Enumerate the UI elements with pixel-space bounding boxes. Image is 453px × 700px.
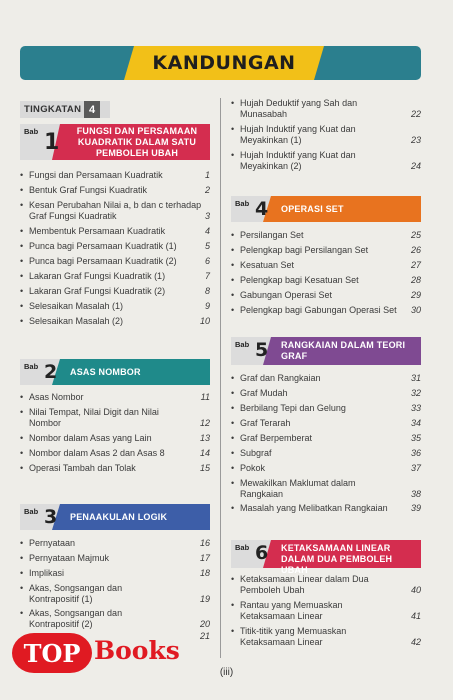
entry-page-number: 2 — [204, 185, 210, 195]
entry-page-number: 42 — [410, 637, 421, 647]
entry-title-line: Operasi Tambah dan Tolak — [29, 463, 136, 473]
entry-title — [29, 256, 177, 267]
entry-title-line: Pernyataan — [29, 538, 76, 548]
entry-page-number: 8 — [204, 286, 210, 296]
chapter-title-line: DALAM DUA PEMBOLEH UBAH — [281, 554, 393, 575]
entry-page-number: 25 — [410, 230, 421, 240]
entry-title-line: Nombor — [29, 418, 62, 428]
entry-page-number: 32 — [410, 388, 421, 398]
entry-page-number: 29 — [410, 290, 421, 300]
entry-page-number: 30 — [410, 305, 421, 315]
entry-title-line: Akas, Songsangan dan — [29, 608, 123, 618]
bullet: • — [231, 403, 235, 413]
entry-page-number: 31 — [410, 373, 421, 383]
chapter-title — [281, 204, 344, 215]
toc-entry[interactable] — [20, 301, 210, 312]
entry-title — [29, 407, 159, 429]
entry-title — [240, 275, 359, 286]
chapter-title — [72, 126, 202, 159]
entry-title-line: Meyakinkan (1) — [240, 135, 302, 145]
entry-title-line: Subgraf — [240, 448, 272, 458]
logo-top: TOP — [12, 633, 92, 673]
entry-title — [29, 316, 123, 327]
entry-title — [240, 150, 356, 172]
entry-title — [29, 433, 152, 444]
chapter-bab-label: Bab — [24, 127, 39, 136]
entry-title-line: Punca bagi Persamaan Kuadratik (2) — [29, 256, 177, 266]
toc-entry[interactable] — [20, 286, 210, 297]
chapter-title — [70, 512, 167, 523]
entry-title-line: Hujah Induktif yang Kuat dan — [240, 150, 356, 160]
chapter-header-3 — [20, 504, 210, 530]
bullet: • — [231, 478, 235, 488]
entry-title — [240, 124, 356, 146]
bullet: • — [231, 245, 235, 255]
entry-title-line: Mewakilkan Maklumat dalam — [240, 478, 356, 488]
toc-entry[interactable] — [231, 305, 421, 316]
entry-title — [29, 583, 122, 605]
bullet: • — [20, 200, 24, 210]
entry-page-number: 34 — [410, 418, 421, 428]
chapter-title-line: ASAS NOMBOR — [70, 367, 141, 377]
toc-entry[interactable] — [231, 388, 421, 399]
entry-title-line: Rangkaian — [240, 489, 284, 499]
entry-title-line: Ketaksamaan Linear dalam Dua — [240, 574, 369, 584]
entry-title-line: Nilai Tempat, Nilai Digit dan Nilai — [29, 407, 159, 417]
toc-entry[interactable] — [20, 538, 210, 549]
toc-entry[interactable] — [231, 275, 421, 286]
toc-entry[interactable] — [20, 226, 210, 237]
toc-entry[interactable] — [231, 418, 421, 429]
entry-page-number: 18 — [199, 568, 210, 578]
entry-title-line: Pelengkap bagi Persilangan Set — [240, 245, 369, 255]
entry-page-number: 23 — [410, 135, 421, 145]
entry-title — [240, 503, 388, 514]
toc-entry[interactable] — [231, 245, 421, 256]
toc-entry[interactable] — [20, 170, 210, 181]
bullet: • — [20, 256, 24, 266]
logo-books: Books — [94, 636, 180, 665]
bullet: • — [231, 373, 235, 383]
entry-title-line: Asas Nombor — [29, 392, 84, 402]
entry-title — [240, 478, 356, 500]
entry-title-line: Graf dan Rangkaian — [240, 373, 321, 383]
bullet: • — [231, 305, 235, 315]
toc-entry[interactable] — [231, 260, 421, 271]
toc-entry[interactable] — [231, 600, 421, 622]
toc-entry[interactable] — [231, 403, 421, 414]
entry-title — [240, 574, 369, 596]
entry-title-line: Kesan Perubahan Nilai a, b dan c terhadap — [29, 200, 202, 210]
entry-title — [240, 230, 304, 241]
chapter-header-1 — [20, 124, 210, 160]
entry-title-line: Hujah Deduktif yang Sah dan — [240, 98, 358, 108]
entry-page-number: 14 — [199, 448, 210, 458]
entry-title — [240, 600, 343, 622]
toc-entry[interactable] — [20, 316, 210, 327]
entry-title — [29, 271, 165, 282]
bullet: • — [231, 418, 235, 428]
entry-title — [29, 301, 123, 312]
entry-title — [29, 286, 165, 297]
bullet: • — [231, 388, 235, 398]
entry-title-line: Selesaikan Masalah (1) — [29, 301, 124, 311]
entry-title — [29, 200, 201, 222]
entry-page-number: 4 — [204, 226, 210, 236]
bullet: • — [20, 226, 24, 236]
chapter-header-6 — [231, 540, 421, 575]
toc-entry[interactable] — [231, 463, 421, 474]
entry-title-line: Kontrapositif (2) — [29, 619, 93, 629]
entry-page-number: 41 — [410, 611, 421, 621]
bullet: • — [231, 600, 235, 610]
bullet: • — [20, 271, 24, 281]
bullet: • — [20, 583, 24, 593]
toc-entry[interactable] — [20, 448, 210, 459]
entry-title-line: Masalah yang Melibatkan Rangkaian — [240, 503, 388, 513]
bullet: • — [231, 124, 235, 134]
chapter-title-line: KETAKSAMAAN LINEAR — [281, 543, 391, 553]
chapter-title-line: RANGKAIAN DALAM TEORI — [281, 340, 406, 350]
bullet: • — [20, 568, 24, 578]
entry-page-number: 12 — [199, 418, 210, 428]
toc-entry[interactable] — [231, 373, 421, 384]
entry-page-number: 7 — [204, 271, 210, 281]
chapter-title-line: KUADRATIK DALAM SATU — [77, 137, 197, 147]
chapter-number: 4 — [255, 198, 269, 220]
entry-title — [29, 185, 147, 196]
entry-title-line: Kontrapositif (1) — [29, 594, 93, 604]
entry-title-line: Akas, Songsangan dan — [29, 583, 123, 593]
toc-entry[interactable] — [231, 478, 421, 500]
entry-page-number: 15 — [199, 463, 210, 473]
entry-title-line: Graf Berpemberat — [240, 433, 313, 443]
toc-entry[interactable] — [231, 98, 421, 120]
bullet: • — [20, 448, 24, 458]
entry-page-number: 16 — [199, 538, 210, 548]
entry-title-line: Pemboleh Ubah — [240, 585, 305, 595]
toc-entry[interactable] — [20, 463, 210, 474]
entry-page-number: 40 — [410, 585, 421, 595]
entry-title — [240, 626, 346, 648]
toc-entry[interactable] — [20, 583, 210, 605]
entry-title — [29, 170, 163, 181]
chapter-title — [70, 367, 141, 378]
chapter-title — [281, 340, 405, 362]
entry-page-number: 24 — [410, 161, 421, 171]
entry-page-number: 36 — [410, 448, 421, 458]
entry-title — [29, 568, 64, 579]
bullet: • — [20, 185, 24, 195]
bullet: • — [20, 241, 24, 251]
tingkatan-label: TINGKATAN — [24, 104, 82, 115]
bullet: • — [231, 463, 235, 473]
entry-title-line: Membentuk Persamaan Kuadratik — [29, 226, 166, 236]
bullet: • — [231, 230, 235, 240]
bullet: • — [231, 433, 235, 443]
entry-page-number: 13 — [199, 433, 210, 443]
bullet: • — [231, 448, 235, 458]
chapter-number: 1 — [44, 130, 60, 155]
entry-title — [240, 448, 272, 459]
toc-entry[interactable] — [20, 200, 210, 222]
entry-title-line: Persilangan Set — [240, 230, 304, 240]
toc-entry[interactable] — [231, 574, 421, 596]
toc-entry[interactable] — [20, 271, 210, 282]
entry-title-line: Implikasi — [29, 568, 65, 578]
entry-page-number: 1 — [204, 170, 210, 180]
page-number: (iii) — [219, 667, 234, 678]
entry-title — [240, 403, 346, 414]
entry-page-number: 17 — [199, 553, 210, 563]
entry-title-line: Ketaksamaan Linear — [240, 611, 323, 621]
entry-title — [240, 290, 332, 301]
chapter-number: 2 — [44, 361, 58, 383]
chapter-bab-label: Bab — [235, 543, 250, 552]
bullet: • — [231, 150, 235, 160]
entry-title — [29, 226, 165, 237]
entry-page-number: 6 — [204, 256, 210, 266]
entry-title — [240, 98, 357, 120]
chapter-bab-label: Bab — [235, 340, 250, 349]
chapter-bab-label: Bab — [24, 507, 39, 516]
entry-page-number: 21 — [199, 631, 210, 641]
entry-title — [240, 305, 397, 316]
entry-title — [29, 538, 75, 549]
chapter-title-line: PENAAKULAN LOGIK — [70, 512, 168, 522]
bullet: • — [231, 275, 235, 285]
toc-entry[interactable] — [20, 185, 210, 196]
entry-title — [29, 463, 136, 474]
entry-page-number: 19 — [199, 594, 210, 604]
entry-title-line: Nombor dalam Asas yang Lain — [29, 433, 152, 443]
chapter-bab-label: Bab — [24, 362, 39, 371]
entry-title-line: Graf Mudah — [240, 388, 288, 398]
toc-entry[interactable] — [231, 503, 421, 514]
bullet: • — [231, 98, 235, 108]
entry-title-line: Rantau yang Memuaskan — [240, 600, 343, 610]
entry-title-line: Munasabah — [240, 109, 288, 119]
toc-entry[interactable] — [20, 568, 210, 579]
entry-title-line: Hujah Induktif yang Kuat dan — [240, 124, 356, 134]
toc-entry[interactable] — [20, 392, 210, 403]
chapter-header-5 — [231, 337, 421, 365]
entry-title — [240, 388, 288, 399]
tingkatan-badge — [20, 101, 110, 118]
entry-title-line: Pelengkap bagi Kesatuan Set — [240, 275, 359, 285]
entry-title-line: Graf Terarah — [240, 418, 291, 428]
entry-page-number: 33 — [410, 403, 421, 413]
entry-title — [240, 245, 368, 256]
bullet: • — [20, 316, 24, 326]
entry-title-line: Lakaran Graf Fungsi Kuadratik (2) — [29, 286, 166, 296]
entry-title-line: Selesaikan Masalah (2) — [29, 316, 124, 326]
bullet: • — [20, 301, 24, 311]
chapter-title-line: GRAF — [281, 351, 308, 361]
toc-entry[interactable] — [231, 150, 421, 172]
chapter-number: 6 — [255, 542, 269, 564]
bullet: • — [20, 553, 24, 563]
entry-page-number: 3 — [204, 211, 210, 221]
chapter-bab-label: Bab — [235, 199, 250, 208]
bullet: • — [20, 170, 24, 180]
entry-page-number: 22 — [410, 109, 421, 119]
bullet: • — [20, 433, 24, 443]
entry-title — [240, 418, 290, 429]
entry-title-line: Pernyataan Majmuk — [29, 553, 110, 563]
bullet: • — [20, 608, 24, 618]
bullet: • — [231, 503, 235, 513]
entry-title-line: Pokok — [240, 463, 266, 473]
bullet: • — [231, 260, 235, 270]
chapter-title-line: PEMBOLEH UBAH — [95, 148, 179, 158]
entry-title-line: Pelengkap bagi Gabungan Operasi Set — [240, 305, 397, 315]
entry-title-line: Berbilang Tepi dan Gelung — [240, 403, 346, 413]
entry-title-line: Bentuk Graf Fungsi Kuadratik — [29, 185, 148, 195]
toc-entry[interactable] — [231, 448, 421, 459]
chapter-title — [281, 543, 421, 576]
entry-title-line: Gabungan Operasi Set — [240, 290, 333, 300]
entry-title — [29, 241, 177, 252]
chapter-header-4 — [231, 196, 421, 222]
entry-page-number: 38 — [410, 489, 421, 499]
bullet: • — [20, 286, 24, 296]
entry-title — [240, 433, 312, 444]
entry-page-number: 10 — [199, 316, 210, 326]
toc-entry[interactable] — [231, 433, 421, 444]
entry-page-number: 11 — [200, 392, 210, 402]
bullet: • — [20, 538, 24, 548]
entry-page-number: 9 — [204, 301, 210, 311]
entry-title-line: Graf Fungsi Kuadratik — [29, 211, 117, 221]
entry-title-line: Meyakinkan (2) — [240, 161, 302, 171]
entry-title — [29, 553, 109, 564]
topbooks-logo — [6, 625, 196, 695]
entry-page-number: 35 — [410, 433, 421, 443]
toc-entry[interactable] — [231, 626, 421, 648]
entry-title — [240, 373, 321, 384]
entry-title — [240, 260, 294, 271]
chapter-title-line: OPERASI SET — [281, 204, 344, 214]
page-title: KANDUNGAN — [152, 52, 296, 74]
entry-page-number: 27 — [410, 260, 421, 270]
entry-title-line: Nombor dalam Asas 2 dan Asas 8 — [29, 448, 165, 458]
bullet: • — [231, 626, 235, 636]
toc-entry[interactable] — [231, 290, 421, 301]
entry-page-number: 28 — [410, 275, 421, 285]
entry-title-line: Fungsi dan Persamaan Kuadratik — [29, 170, 163, 180]
bullet: • — [20, 463, 24, 473]
toc-entry[interactable] — [20, 407, 210, 429]
entry-title-line: Ketaksamaan Linear — [240, 637, 323, 647]
toc-entry[interactable] — [20, 433, 210, 444]
entry-page-number: 20 — [199, 619, 210, 629]
tingkatan-number: 4 — [84, 101, 100, 118]
chapter-number: 5 — [255, 339, 269, 361]
bullet: • — [20, 407, 24, 417]
chapter-number: 3 — [44, 506, 58, 528]
entry-title-line: Lakaran Graf Fungsi Kuadratik (1) — [29, 271, 166, 281]
toc-entry[interactable] — [231, 124, 421, 146]
entry-title — [29, 448, 165, 459]
entry-title-line: Titik-titik yang Memuaskan — [240, 626, 347, 636]
toc-entry[interactable] — [231, 230, 421, 241]
toc-entry[interactable] — [20, 553, 210, 564]
entry-page-number: 5 — [204, 241, 210, 251]
entry-page-number: 37 — [410, 463, 421, 473]
bullet: • — [231, 574, 235, 584]
entry-title-line: Punca bagi Persamaan Kuadratik (1) — [29, 241, 177, 251]
toc-entry[interactable] — [20, 256, 210, 267]
bullet: • — [231, 290, 235, 300]
entry-title — [240, 463, 265, 474]
entry-title — [29, 392, 84, 403]
chapter-header-2 — [20, 359, 210, 385]
entry-page-number: 26 — [410, 245, 421, 255]
column-divider — [220, 98, 221, 658]
chapter-title-line: FUNGSI DAN PERSAMAAN — [76, 126, 198, 136]
entry-title-line: Kesatuan Set — [240, 260, 295, 270]
bullet: • — [20, 392, 24, 402]
entry-page-number: 39 — [410, 503, 421, 513]
toc-entry[interactable] — [20, 241, 210, 252]
